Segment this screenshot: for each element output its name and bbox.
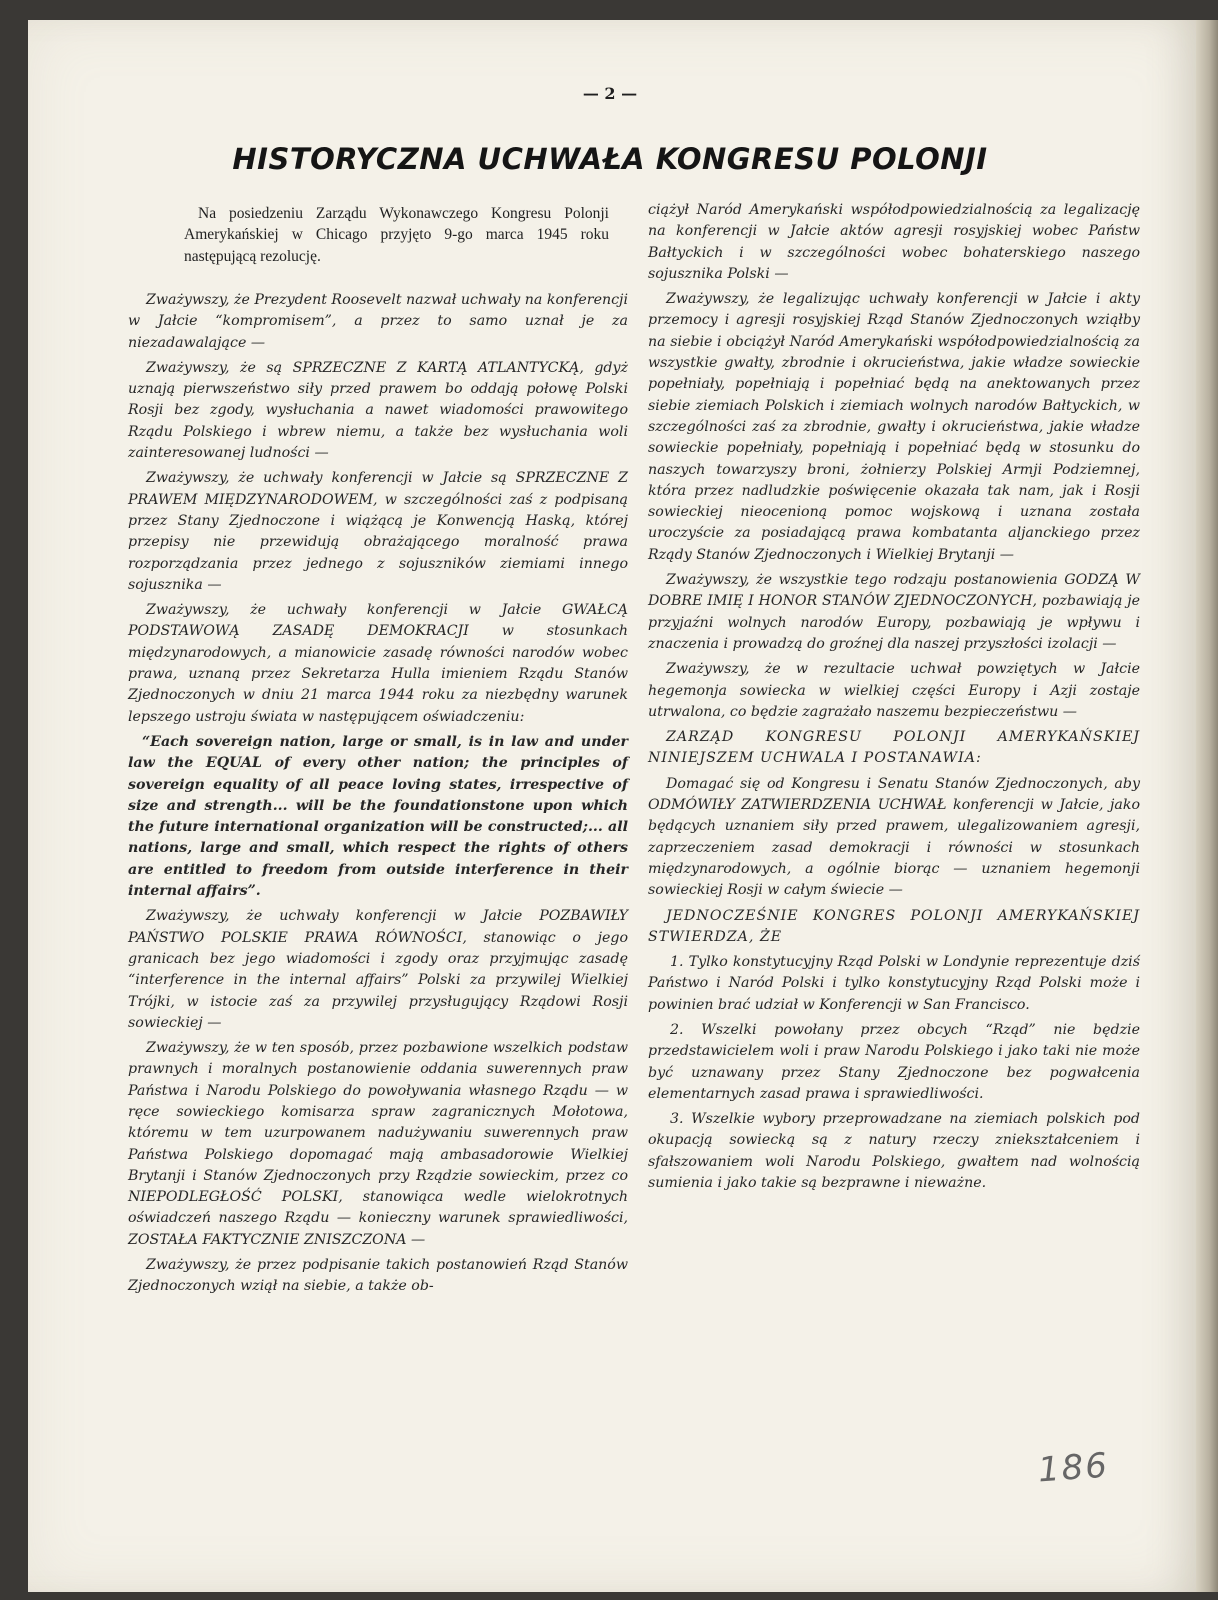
- left-paragraph-2: Zważywszy, że są SPRZECZNE Z KARTĄ ATLANTYCKĄ, gdyż uznają pierwszeństwo siły przed prawem bo oddają połowę Polski Rosji bez zgody, wysłuchania a nawet wiadomości prawowitego Rządu Polskiego i wbrew niemu, a także bez wysłuchania woli zainteresowanej ludności —: [128, 359, 628, 462]
- left-paragraph-7: Zważywszy, że w ten sposób, przez pozbawione wszelkich podstaw prawnych i moralnych postanowienie oddania suwerennych praw Państwa i Narodu Polskiego do powoływania własnego Rządu — w ręce sowieckiego komisarza spraw zagranicznych Mołotowa, któremu w tem uzurpowanem nadużywaniu suwerennych praw Państwa Polskiego dopomagać mają ambasadorowie Wielkiej Brytanji i Stanów Zjednoczonych przy Rządzie sowieckim, przez co NIEPODLEGŁOŚĆ POLSKI, stanowiąca wedle wielokrotnych oświadczeń naszego Rządu — konieczny warunek sprawiedliwości, ZOSTAŁA FAKTYCZNIE ZNISZCZONA —: [128, 1040, 628, 1248]
- point-1: 1. Tylko konstytucyjny Rząd Polski w Londynie reprezentuje dziś Państwo i Naród Polski i tylko konstytucyjny Rząd Polski może i powinien brać udział w Konferencji w San Francisco.: [648, 954, 1140, 1013]
- left-paragraph-3: Zważywszy, że uchwały konferencji w Jałcie są SPRZECZNE Z PRAWEM MIĘDZYNARODOWEM, w szczególności zaś z podpisaną przez Stany Zjednoczone i wiążącą je Konwencją Haską, której przepisy nie przewidują obrażającego moralność prawa rozporządzania przez jednego z sojuszników ziemiami innego sojusznika —: [128, 470, 628, 593]
- page-number: — 2 —: [582, 84, 638, 103]
- point-2: 2. Wszelki powołany przez obcych “Rząd” nie będzie przedstawicielem woli i praw Narodu Polskiego i jako taki nie może być uznawany przez Stany Zjednoczone bez pogwałcenia elementarnych zasad prawa i sprawiedliwości.: [648, 1021, 1140, 1102]
- page-title: HISTORYCZNA UCHWAŁA KONGRESU POLONJI: [232, 142, 988, 176]
- right-paragraph-6: Domagać się od Kongresu i Senatu Stanów Zjednoczonych, aby ODMÓWIŁY ZATWIERDZENIA UCHWAŁ konferencji w Jałcie, jako będących uznaniem siły przed prawem, ulegalizowaniem agresji, zaprzeczeniem zasad demokracji i równości w stosunkach międzynarodowych, a ogólnie biorąc — uznaniem hegemonji sowieckiej Rosji w całym świecie —: [648, 775, 1140, 899]
- right-paragraph-3: Zważywszy, że wszystkie tego rodzaju postanowienia GODZĄ W DOBRE IMIĘ I HONOR STANÓW ZJEDNOCZONYCH, pozbawiają je przyjaźni wolnych narodów Europy, pozbawiają je wpływu i znaczenia i prowadzą do groźnej dla naszej przyszłości izolacji —: [648, 572, 1140, 652]
- left-paragraph-1: Zważywszy, że Prezydent Roosevelt nazwał uchwały na konferencji w Jałcie “kompromisem”, a przez to samo uznał je za niezadawalające —: [128, 292, 628, 351]
- right-paragraph-4: Zważywszy, że w rezultacie uchwał powziętych w Jałcie hegemonja sowiecka w wielkiej części Europy i Azji zostaje utrwalona, co będzie zagrażało naszemu bezpieczeństwu —: [648, 661, 1140, 720]
- page-edge: [1196, 20, 1218, 1592]
- right-paragraph-1: ciążył Naród Amerykański współodpowiedzialnością za legalizację na konferencji w Jałcie aktów agresji rosyjskiej wobec Państw Bałtyckich i w szczególności wobec bohaterskiego naszego sojusznika Polski —: [648, 202, 1140, 282]
- intro-paragraph: Na posiedzeniu Zarządu Wykonawczego Kongresu Polonji Amerykańskiej w Chicago przyjęto 9-go marca 1945 roku następującą rezolucję.: [184, 205, 609, 265]
- right-column: [648, 200, 1140, 1198]
- statement-heading: JEDNOCZEŚNIE KONGRES POLONJI AMERYKAŃSKIEJ STWIERDZA, ŻE: [648, 907, 1140, 945]
- left-quote-hull: “Each sovereign nation, large or small, is in law and under law the EQUAL of every other nation; the principles of sovereign equality of all peace loving states, irrespective of size and strength... will be the foundationstone upon which the future international organization will be constructed;... all nations, large and small, which respect the rights of others are entitled to freedom from outside interference in their internal affairs”.: [128, 733, 628, 900]
- left-column: [128, 290, 628, 1302]
- right-paragraph-2: Zważywszy, że legalizując uchwały konferencji w Jałcie i akty przemocy i agresji rosyjskiej Rząd Stanów Zjednoczonych wziąłby na siebie i obciążył Naród Amerykański współodpowiedzialnością za wszystkie gwałty, zbrodnie i okrucieństwa, jakie władze sowieckie popełniały, popełniają i popełniać będą na anektowanych przez siebie ziemiach Polskich i ziemiach wolnych narodów Bałtyckich, w szczególności zaś za zbrodnie, gwałty i okrucieństwa, jakie władze sowieckie popełniały, popełniają i popełniać będą w stosunku do naszych towarzyszy broni, żołnierzy Polskiej Armji Podziemnej, która przez nadludzkie poświęcenie okazała tak nam, jak i Rosji sowieckiej nieocenioną pomoc wojskową i uznana została uroczyście za posiadającą prawa kombatanta aljanckiego przez Rządy Stanów Zjednoczonych i Wielkiej Brytanji —: [648, 291, 1140, 563]
- left-paragraph-6: Zważywszy, że uchwały konferencji w Jałcie POZBAWIŁY PAŃSTWO POLSKIE PRAWA RÓWNOŚCI, stanowiąc o jego granicach bez jego wiadomości i zgody oraz przyjmując zasadę “interference in the internal affairs” Polski za przywilej Wielkiej Trójki, w istocie zaś za przywilej przysługujący Rządowi Rosji sowieckiej —: [128, 908, 628, 1031]
- resolution-heading: ZARZĄD KONGRESU POLONJI AMERYKAŃSKIEJ NINIEJSZEM UCHWALA I POSTANAWIA:: [648, 729, 1140, 767]
- left-paragraph-8: Zważywszy, że przez podpisanie takich postanowień Rząd Stanów Zjednoczonych wziął na siebie, a także ob-: [128, 1257, 628, 1295]
- point-3: 3. Wszelkie wybory przeprowadzane na ziemiach polskich pod okupacją sowiecką są z natury rzeczy zniekształceniem i sfałszowaniem woli Narodu Polskiego, gwałtem nad wolnością sumienia i jako takie są bezprawne i nieważne.: [648, 1111, 1140, 1192]
- left-paragraph-4: Zważywszy, że uchwały konferencji w Jałcie GWAŁCĄ PODSTAWOWĄ ZASADĘ DEMOKRACJI w stosunkach międzynarodowych, a mianowicie zasadę równości narodów wobec prawa, uznaną przez Sekretarza Hulla imieniem Rządu Stanów Zjednoczonych w dniu 21 marca 1944 roku za niezbędny warunek lepszego ustroju świata w następującem oświadczeniu:: [128, 602, 628, 725]
- handwritten-page-number: 186: [1036, 1445, 1111, 1491]
